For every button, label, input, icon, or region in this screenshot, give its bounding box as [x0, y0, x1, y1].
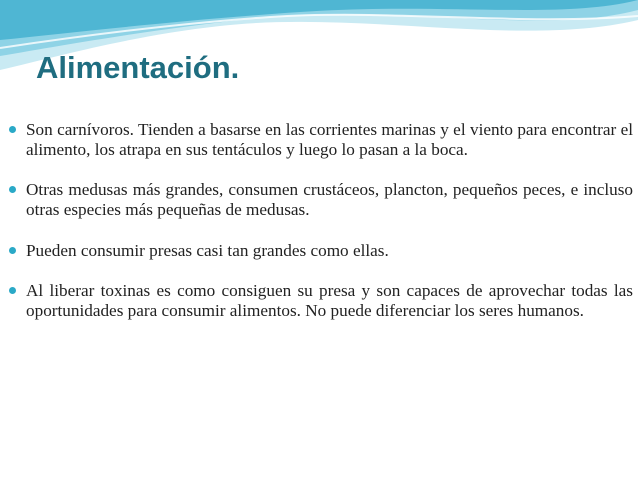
bullet-item [8, 180, 633, 220]
bullet-list [8, 120, 633, 321]
bullet-text: Otras medusas más grandes, consumen crustáceos, plancton, pequeños peces, e incluso otras especies más pequeñas de medusas. [26, 180, 633, 219]
bullet-item [8, 120, 633, 160]
bullet-item [8, 281, 633, 321]
bullet-text: Son carnívoros. Tienden a basarse en las corrientes marinas y el viento para encontrar el alimento, los atrapa en sus tentáculos y luego lo pasan a la boca. [26, 120, 633, 159]
bullet-text: Pueden consumir presas casi tan grandes como ellas. [26, 241, 389, 260]
bullet-item [8, 241, 633, 261]
bullet-dot-icon [9, 126, 16, 133]
slide-title: Alimentación. [36, 50, 240, 85]
bullet-dot-icon [9, 247, 16, 254]
bullet-text: Al liberar toxinas es como consiguen su presa y son capaces de aprovechar todas las oportunidades para consumir alimentos. No puede diferenciar los seres humanos. [26, 281, 633, 320]
bullet-dot-icon [9, 186, 16, 193]
bullet-dot-icon [9, 287, 16, 294]
